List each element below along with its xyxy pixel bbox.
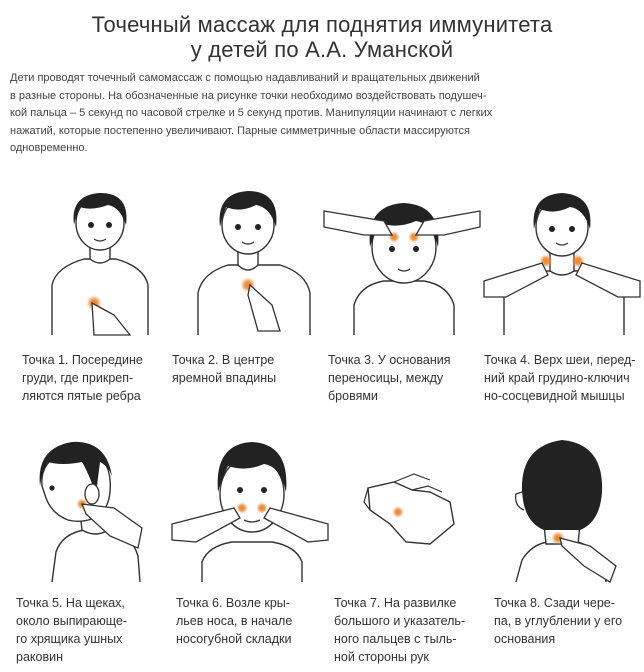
intro-line: кой пальца – 5 секунд по часовой стрелке и 5 секунд против. Манипуляции начинают с легких [10, 107, 493, 119]
massage-point [256, 502, 268, 514]
caption-line: ний край грудино-ключич [484, 371, 630, 385]
page-title [0, 12, 644, 62]
intro-text [10, 70, 636, 158]
caption-line: Точка 4. Верх шеи, перед- [484, 353, 636, 367]
caption-line: ляются пятые ребра [22, 389, 141, 403]
caption-line: Точка 6. Возле кры- [176, 596, 290, 610]
caption-point-8 [494, 594, 622, 648]
title-line-1: Точечный массаж для поднятия иммунитета [91, 12, 553, 37]
caption-line: Точка 2. В центре [172, 353, 275, 367]
caption-line: Точка 5. На щеках, [16, 596, 125, 610]
illustration-point-4 [484, 185, 640, 335]
illustration-point-7 [330, 432, 486, 582]
caption-point-6 [176, 594, 292, 648]
caption-line: па, в углублении у его [494, 614, 623, 628]
caption-point-1 [22, 351, 143, 405]
caption-line: ного пальцев с тыль- [334, 632, 457, 646]
illustration-point-8 [486, 432, 642, 582]
caption-line: груди, где прикреп- [22, 371, 134, 385]
intro-line: в разные стороны. На обозначенные на рисунке точки необходимо воздействовать подушеч- [10, 89, 487, 102]
illustration-point-3 [324, 185, 480, 335]
illustration-point-5 [22, 432, 178, 582]
intro-line: Дети проводят точечный самомассаж с помощью надавливаний и вращательных движений [10, 72, 480, 84]
caption-line: го хрящика ушных [16, 632, 123, 646]
caption-line: около выпирающе- [16, 614, 128, 628]
caption-line: яремной впадины [172, 371, 277, 385]
caption-line: Точка 3. У основания [328, 353, 451, 367]
caption-line: ной стороны рук [334, 650, 429, 664]
caption-line: раковин [16, 650, 63, 664]
caption-line: большого и указатель- [334, 614, 466, 628]
caption-line: Точка 7. На развилке [334, 596, 457, 610]
title-line-2: у детей по А.А. Уманской [190, 37, 454, 62]
caption-point-3 [328, 351, 451, 405]
caption-line: Точка 1. Посередине [22, 353, 143, 367]
massage-point [392, 506, 404, 518]
intro-line: нажатий, которые постепенно увеличивают. Парные симметричные области массируются [10, 124, 471, 137]
caption-line: бровями [328, 389, 378, 403]
illustration-point-6 [172, 432, 328, 582]
caption-point-7 [334, 594, 465, 666]
caption-point-2 [172, 351, 276, 387]
caption-point-5 [16, 594, 127, 666]
caption-line: носогубной складки [176, 632, 292, 646]
intro-line: одновременно. [10, 142, 88, 154]
caption-line: но-сосцевидной мышцы [484, 389, 625, 403]
caption-line: переносицы, между [328, 371, 444, 385]
caption-line: основания [494, 632, 556, 646]
illustration-point-1 [22, 185, 178, 335]
caption-point-4 [484, 351, 635, 405]
illustration-point-2 [176, 185, 332, 335]
caption-line: льев носа, в начале [176, 614, 293, 628]
massage-point [236, 502, 248, 514]
caption-line: Точка 8. Сзади чере- [494, 596, 615, 610]
